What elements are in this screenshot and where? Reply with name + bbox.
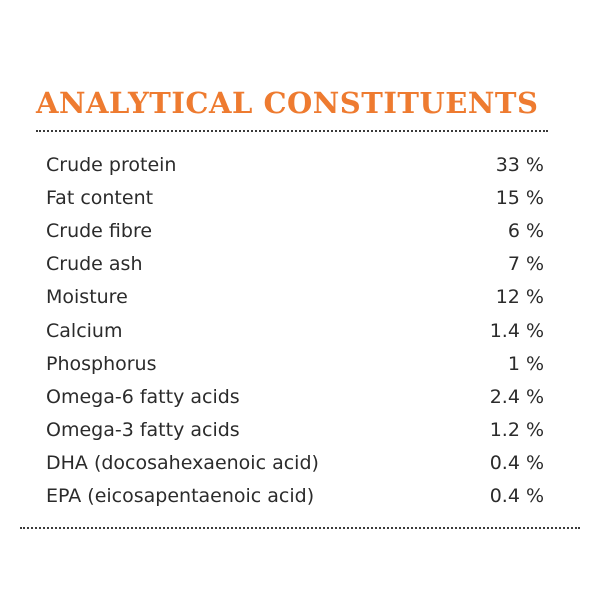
constituent-row: [46, 380, 550, 413]
constituent-row: [46, 314, 550, 347]
constituent-name: Crude fibre: [46, 219, 153, 242]
constituent-value: 1.2 %: [489, 419, 544, 442]
constituent-row: [46, 181, 550, 214]
constituent-value: 0.4 %: [489, 485, 544, 508]
constituent-row: [46, 148, 550, 181]
constituent-row: [46, 447, 550, 480]
constituent-name: Fat content: [46, 186, 154, 209]
constituent-name: Crude protein: [46, 153, 177, 176]
constituent-name: Calcium: [46, 319, 123, 342]
constituent-name: Crude ash: [46, 253, 143, 276]
constituent-value: 6 %: [507, 219, 544, 242]
constituent-name: Moisture: [46, 286, 128, 309]
constituents-list: [46, 148, 550, 513]
top-dotted-divider: [36, 130, 548, 132]
constituent-row: [46, 281, 550, 314]
constituent-row: [46, 248, 550, 281]
section-title: ANALYTICAL CONSTITUENTS: [36, 86, 539, 120]
constituent-value: 7 %: [507, 253, 544, 276]
constituent-value: 0.4 %: [489, 452, 544, 475]
constituent-row: [46, 480, 550, 513]
constituent-row: [46, 347, 550, 380]
constituent-name: Omega-3 fatty acids: [46, 419, 240, 442]
constituent-value: 12 %: [495, 286, 544, 309]
constituent-value: 2.4 %: [489, 385, 544, 408]
constituent-name: Phosphorus: [46, 352, 157, 375]
constituent-value: 1 %: [507, 352, 544, 375]
constituent-name: DHA (docosahexaenoic acid): [46, 452, 319, 475]
constituent-row: [46, 414, 550, 447]
constituent-value: 1.4 %: [489, 319, 544, 342]
constituent-name: EPA (eicosapentaenoic acid): [46, 485, 315, 508]
bottom-dotted-divider: [20, 527, 580, 529]
constituent-value: 33 %: [495, 153, 544, 176]
constituent-row: [46, 214, 550, 247]
constituent-name: Omega-6 fatty acids: [46, 385, 240, 408]
constituent-value: 15 %: [495, 186, 544, 209]
